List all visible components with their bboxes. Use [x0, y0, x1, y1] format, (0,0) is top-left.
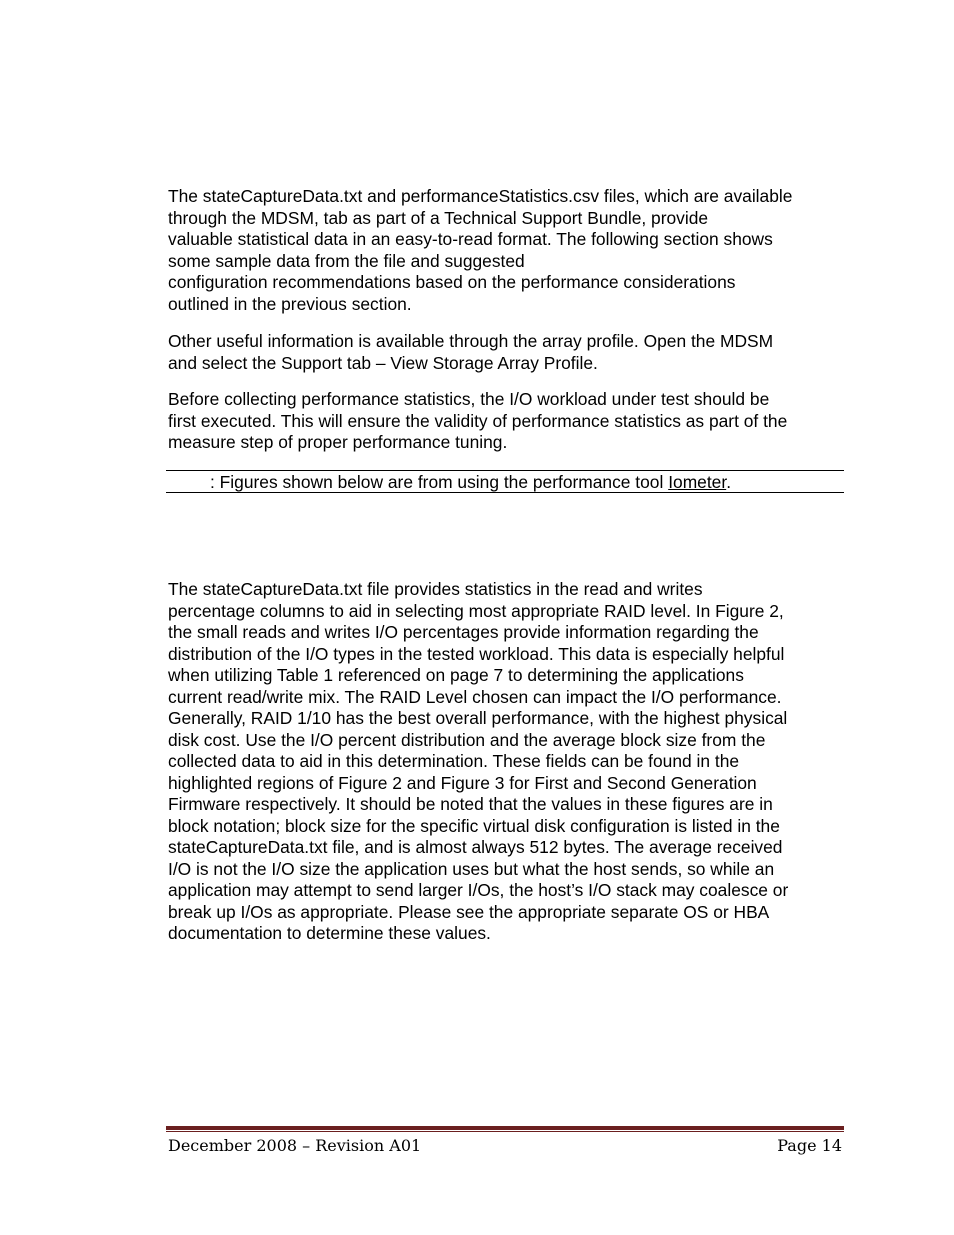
iometer-link[interactable]: Iometer [668, 472, 727, 492]
body-paragraph-collecting-stats: Before collecting performance statistics, the I/O workload under test should be first executed. This will ensure the validity of performance statistics as part of the measure step of proper performance tuning. [168, 389, 788, 452]
body-paragraph-array-profile: Other useful information is available through the array profile. Open the MDSM and select the Support tab – View Storage Array Profile. [168, 331, 774, 373]
footer-date-revision: December 2008 – Revision A01 [168, 1136, 422, 1155]
note-label: : Figures shown below are from using the performance tool [210, 472, 669, 492]
footer-page-number: Page 14 [777, 1136, 842, 1155]
note-end: . [726, 472, 732, 492]
body-paragraph-raid-statistics: The stateCaptureData.txt file provides statistics in the read and writes percentage columns to aid in selecting most appropriate RAID level. In Figure 2, the small reads and writes I/O percentages provide information regarding the distribution of the I/O types in the tested workload. This data is especially helpful when utilizing Table 1 referenced on page 7 to determining the applications current read/write mix. The RAID Level chosen can impact the I/O performance. Generally, RAID 1/10 has the best overall performance, with the highest physical disk cost. Use the I/O percent distribution and the average block size from the collected data to aid in this determination. These fields can be found in the highlighted regions of Figure 2 and Figure 3 for First and Second Generation Firmware respectively. It should be noted that the values in these figures are in block notation; block size for the specific virtual disk configuration is listed in the stateCaptureData.txt file, and is almost always 512 bytes. The average received I/O is not the I/O size the application uses but what the host sends, so while an application may attempt to send larger I/Os, the host’s I/O stack may coalesce or break up I/Os as appropriate. Please see the appropriate separate OS or HBA documentation to determine these values. [168, 579, 789, 943]
footer-rule-thin [166, 1131, 844, 1132]
body-paragraph-intro: The stateCaptureData.txt and performanceStatistics.csv files, which are available through the MDSM, tab as part of a Technical Support Bundle, provide valuable statistical data in an easy-to-read format. The following section shows some sample data from the file and suggested configuration recommendations based on the performance considerations outlined in the previous section. [168, 186, 793, 314]
footer-rule [166, 1126, 844, 1130]
note-text [210, 472, 731, 493]
